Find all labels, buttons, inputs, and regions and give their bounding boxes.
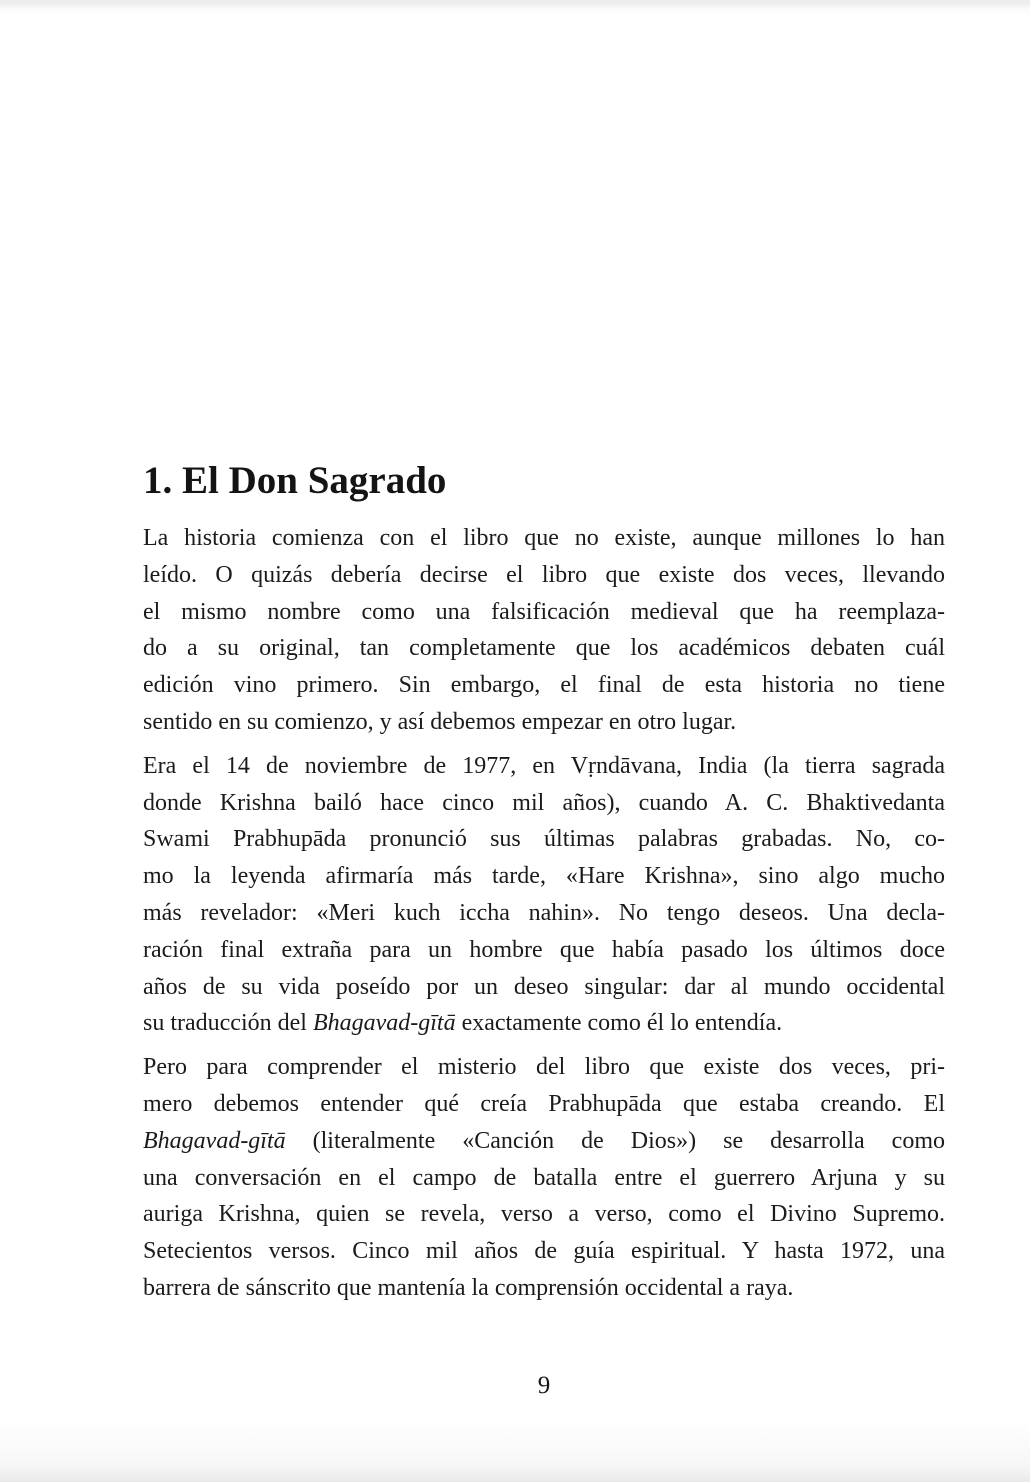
text-line: auriga Krishna, quien se revela, verso a verso, como el Divino Supremo. xyxy=(143,1201,945,1228)
text-line: sentido en su comienzo, y así debemos empezar en otro lugar. xyxy=(143,708,737,735)
paragraph xyxy=(143,1049,945,1307)
text-line: donde Krishna bailó hace cinco mil años), cuando A. C. Bhaktivedanta xyxy=(143,789,945,816)
text-line: Swami Prabhupāda pronunció sus últimas palabras grabadas. No, co- xyxy=(143,826,945,853)
chapter-heading: 1. El Don Sagrado xyxy=(143,459,447,503)
paragraph xyxy=(143,520,945,741)
text-line: do a su original, tan completamente que los académicos debaten cuál xyxy=(143,635,945,662)
text-line: una conversación en el campo de batalla entre el guerrero Arjuna y su xyxy=(143,1164,945,1191)
page-number: 9 xyxy=(537,1372,551,1399)
text-line: La historia comienza con el libro que no existe, aunque millones lo han xyxy=(143,525,945,551)
paragraphs xyxy=(143,520,945,1314)
text-line: Bhagavad-gītā (literalmente «Canción de Dios») se desarrolla como xyxy=(143,1127,945,1154)
text-line: Pero para comprender el misterio del libro que existe dos veces, pri- xyxy=(143,1054,945,1081)
text-line: el mismo nombre como una falsificación medieval que ha reemplaza- xyxy=(143,598,945,625)
page-top-edge xyxy=(0,0,1030,16)
text-line: más revelador: «Meri kuch iccha nahin». No tengo deseos. Una decla- xyxy=(143,899,945,926)
text-line: mero debemos entender qué creía Prabhupāda que estaba creando. El xyxy=(143,1090,945,1117)
text-line: ración final extraña para un hombre que había pasado los últimos doce xyxy=(143,936,945,963)
text-line: su traducción del Bhagavad-gītā exactamente como él lo entendía. xyxy=(143,1010,783,1037)
text-line: edición vino primero. Sin embargo, el final de esta historia no tiene xyxy=(143,672,945,699)
text-line: años de su vida poseído por un deseo singular: dar al mundo occidental xyxy=(143,973,945,1000)
page-bottom-edge xyxy=(0,1420,1030,1482)
text-line: Setecientos versos. Cinco mil años de guía espiritual. Y hasta 1972, una xyxy=(143,1238,945,1265)
paragraph xyxy=(143,748,945,1042)
text-line: barrera de sánscrito que mantenía la comprensión occidental a raya. xyxy=(143,1274,794,1301)
text-line: leído. O quizás debería decirse el libro que existe dos veces, llevando xyxy=(143,561,945,588)
text-line: mo la leyenda afirmaría más tarde, «Hare Krishna», sino algo mucho xyxy=(143,863,945,890)
text-line: Era el 14 de noviembre de 1977, en Vṛndāvana, India (la tierra sagrada xyxy=(143,752,945,779)
